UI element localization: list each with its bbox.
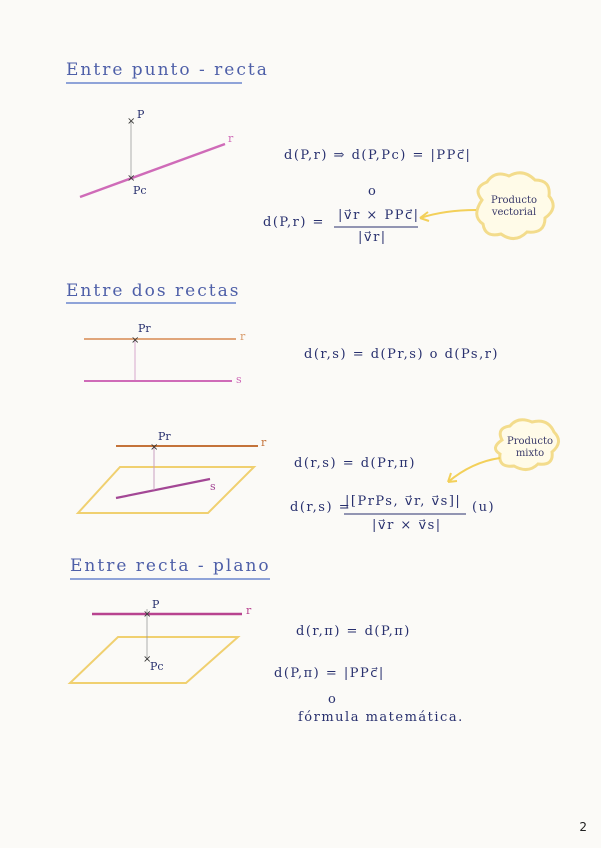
- equation-point-plane: d(P,π) = |PPc⃗|: [274, 666, 385, 681]
- label-pr: Pr: [158, 430, 171, 443]
- label-r: r: [246, 604, 252, 617]
- label-p: P: [152, 598, 160, 611]
- recta-s-line: [116, 479, 210, 498]
- equation-distance-point-line: d(P,r) ⇒ d(P,Pc) = |PPc⃗|: [284, 148, 472, 163]
- cloud-arrow: [420, 210, 476, 218]
- plane-shape: [78, 467, 254, 513]
- point-pc-mark: ×: [143, 654, 152, 665]
- equation-denominator: |v⃗r|: [358, 230, 387, 245]
- point-p-mark: ×: [143, 609, 152, 620]
- equation-lhs: d(r,s) =: [290, 500, 352, 515]
- label-r: r: [240, 330, 246, 343]
- cloud-line: vectorial: [491, 207, 537, 218]
- section-title-punto-recta: Entre punto - recta: [66, 60, 269, 80]
- label-pc: Pc: [150, 660, 164, 673]
- point-pr-mark: ×: [131, 335, 140, 346]
- label-pr: Pr: [138, 322, 151, 335]
- label-r: r: [261, 436, 267, 449]
- cloud-line: Producto: [490, 195, 537, 206]
- cloud-line: mixto: [515, 448, 545, 459]
- equation-lhs: d(P,r) =: [263, 215, 325, 230]
- cloud-text-producto-mixto: [502, 436, 558, 460]
- label-pc: Pc: [133, 184, 147, 197]
- equation-crossing-lines-1: d(r,s) = d(Pr,π): [294, 456, 416, 471]
- point-p-mark: ×: [127, 116, 136, 127]
- cloud-text-producto-vectorial: [484, 195, 544, 219]
- label-s: s: [236, 373, 242, 386]
- equation-parallel-lines: d(r,s) = d(Pr,s) o d(Ps,r): [304, 347, 499, 362]
- section-title-dos-rectas: Entre dos rectas: [66, 281, 241, 301]
- label-s: s: [210, 480, 216, 493]
- section-title-recta-plano: Entre recta - plano: [70, 556, 271, 576]
- point-pc-mark: ×: [127, 173, 136, 184]
- equation-note: (u): [472, 500, 496, 515]
- cloud-line: Producto: [506, 436, 553, 447]
- cloud-arrow: [448, 458, 500, 482]
- formula-text: fórmula matemática.: [298, 710, 464, 725]
- label-r: r: [228, 132, 234, 145]
- equation-numerator: |v⃗r × PPc⃗|: [338, 208, 420, 223]
- page-number: 2: [579, 820, 587, 834]
- equation-denominator: |v⃗r × v⃗s|: [372, 518, 442, 533]
- equation-numerator: |[PrPs, v⃗r, v⃗s]|: [345, 494, 462, 509]
- equation-line-plane: d(r,π) = d(P,π): [296, 624, 411, 639]
- point-pr-mark: ×: [150, 442, 159, 453]
- or-text: o: [368, 184, 378, 199]
- recta-r-line: [80, 144, 225, 197]
- or-text: o: [328, 692, 338, 707]
- label-p: P: [137, 108, 145, 121]
